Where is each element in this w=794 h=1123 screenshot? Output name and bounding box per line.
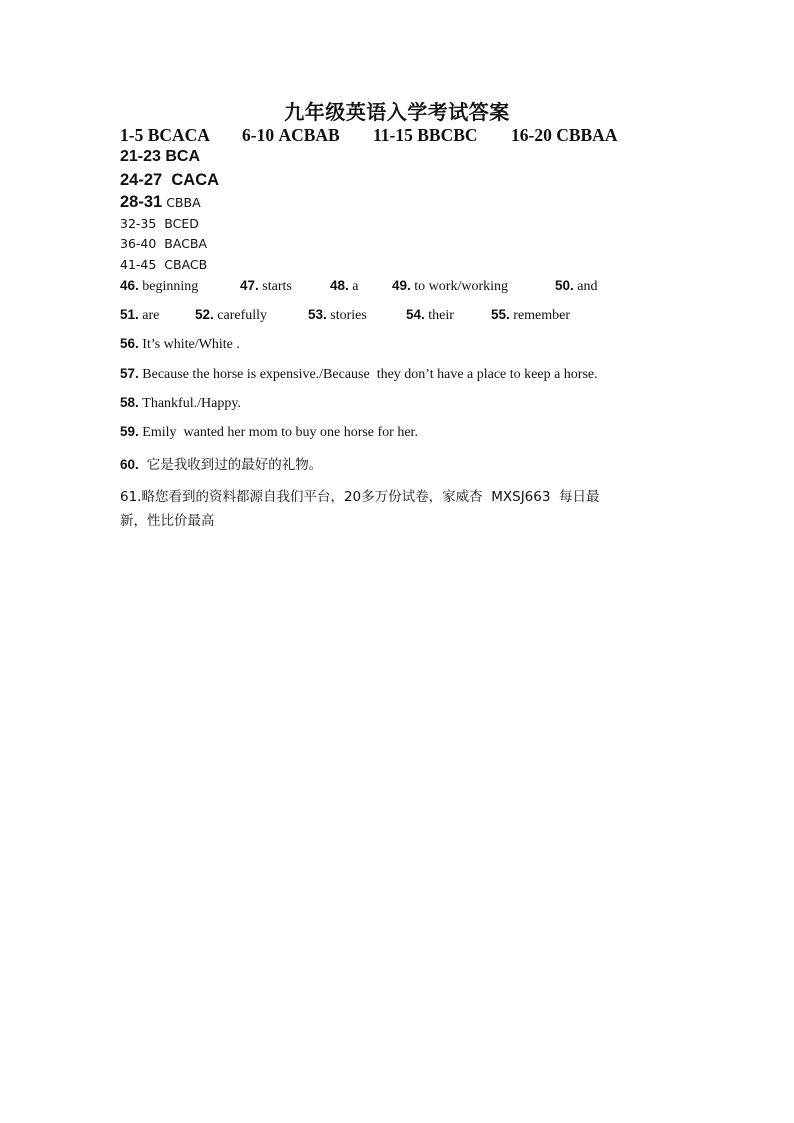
fill-answer-55 <box>491 307 570 324</box>
question-number: 55. <box>491 307 510 322</box>
fill-answer-54 <box>406 307 491 324</box>
answer-text: Emily wanted her mom to buy one horse for her. <box>142 425 418 440</box>
mc-range: 16-20 <box>511 125 552 145</box>
answer-61-line-1: 61.略您看到的资料都源自我们平台，20多万份试卷，家威杏 MXSJ663 每日最 <box>120 489 600 505</box>
mc-answers: CBACB <box>164 257 208 272</box>
question-number: 56. <box>120 336 139 351</box>
mc-answers-row-1 <box>120 125 617 146</box>
mc-range: 36-40 <box>120 236 157 251</box>
answer-text: starts <box>262 279 292 294</box>
mc-answers: BCED <box>164 216 199 231</box>
answer-text: and <box>577 279 598 294</box>
fill-answer-50 <box>555 278 598 295</box>
mc-answers-24-27 <box>120 171 219 190</box>
answer-text: carefully <box>217 308 268 323</box>
answer-59 <box>120 424 418 441</box>
fill-answer-52 <box>195 307 308 324</box>
question-number: 52. <box>195 307 214 322</box>
mc-range: 21-23 <box>120 148 161 165</box>
question-number: 51. <box>120 307 139 322</box>
question-number: 53. <box>308 307 327 322</box>
fill-answers-46-50 <box>120 278 598 295</box>
fill-answer-53 <box>308 307 406 324</box>
question-number: 49. <box>392 278 411 293</box>
mc-group-1-5 <box>120 125 242 146</box>
mc-answers-36-40 <box>120 236 207 251</box>
fill-answer-46 <box>120 278 240 295</box>
mc-answers: CBBAA <box>556 125 618 145</box>
mc-range: 28-31 <box>120 193 163 211</box>
mc-group-11-15 <box>373 125 511 146</box>
mc-range: 6-10 <box>242 125 275 145</box>
answer-text: remember <box>513 308 571 323</box>
mc-answers: BCACA <box>147 125 210 145</box>
mc-answers: CACA <box>171 171 220 189</box>
mc-range: 24-27 <box>120 171 163 189</box>
mc-answers-41-45 <box>120 257 207 272</box>
mc-answers: CBBA <box>166 195 201 210</box>
answer-58 <box>120 395 241 412</box>
fill-answer-51 <box>120 307 195 324</box>
question-number: 48. <box>330 278 349 293</box>
answer-text: a <box>352 279 359 294</box>
question-number: 46. <box>120 278 139 293</box>
mc-answers-32-35 <box>120 216 199 231</box>
question-number: 60. <box>120 457 139 472</box>
answer-text: stories <box>330 308 367 323</box>
mc-answers: BACBA <box>164 236 208 251</box>
question-number: 54. <box>406 307 425 322</box>
answer-text: are <box>142 308 160 323</box>
mc-answers-21-23 <box>120 148 200 166</box>
page-title: 九年级英语入学考试答案 <box>284 100 510 124</box>
answer-text: their <box>428 308 454 323</box>
answer-text: Because the horse is expensive./Because they don’t have a place to keep a horse. <box>142 367 598 382</box>
answer-57 <box>120 366 598 383</box>
mc-range: 41-45 <box>120 257 157 272</box>
answer-text: Thankful./Happy. <box>142 396 241 411</box>
question-number: 58. <box>120 395 139 410</box>
answer-56 <box>120 336 240 353</box>
question-number: 57. <box>120 366 139 381</box>
mc-answers: BBCBC <box>417 125 478 145</box>
mc-group-16-20 <box>511 125 617 146</box>
answer-text: beginning <box>142 279 199 294</box>
mc-answers-28-31 <box>120 193 201 212</box>
answer-text: It’s white/White . <box>142 337 240 352</box>
mc-answers: ACBAB <box>278 125 340 145</box>
fill-answer-49 <box>392 278 555 295</box>
question-number: 47. <box>240 278 259 293</box>
mc-range: 1-5 <box>120 125 144 145</box>
question-number: 59. <box>120 424 139 439</box>
answer-60 <box>120 453 322 474</box>
answer-61-line-2: 新，性比价最高 <box>120 513 215 529</box>
fill-answers-51-55 <box>120 307 570 324</box>
mc-range: 32-35 <box>120 216 157 231</box>
answer-text: 它是我收到过的最好的礼物。 <box>146 457 323 473</box>
question-number: 50. <box>555 278 574 293</box>
fill-answer-47 <box>240 278 330 295</box>
mc-range: 11-15 <box>373 125 413 145</box>
mc-answers: BCA <box>165 148 201 165</box>
answer-text: to work/working <box>414 279 508 294</box>
mc-group-6-10 <box>242 125 373 146</box>
fill-answer-48 <box>330 278 392 295</box>
